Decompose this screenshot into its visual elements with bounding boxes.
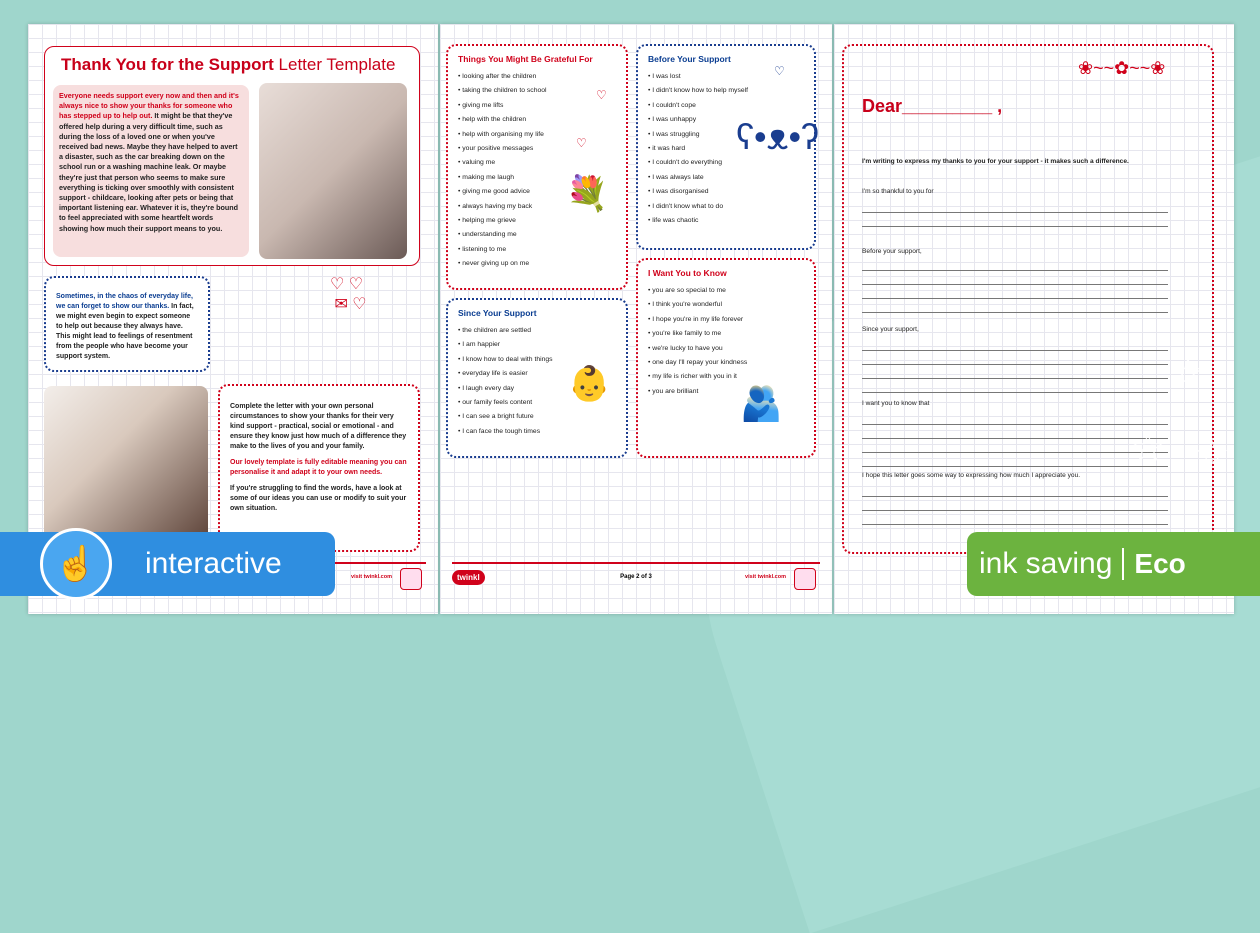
dear-heading: Dear_________ , bbox=[862, 96, 1003, 116]
prompt-before: Before your support, bbox=[862, 248, 922, 255]
want-box bbox=[636, 258, 816, 458]
title-card bbox=[44, 46, 420, 266]
flowers-icon: ❀~~✿~~❀ bbox=[1078, 58, 1166, 78]
page-footer bbox=[452, 562, 820, 592]
page-title: Thank You for the Support Letter Template bbox=[61, 55, 396, 74]
prompt-thankful: I'm so thankful to you for bbox=[862, 188, 934, 195]
heart-icon: ♡ bbox=[596, 88, 607, 102]
list-item: • I didn't know what to do bbox=[648, 200, 804, 214]
want-title: I Want You to Know bbox=[648, 268, 727, 278]
list-item: • one day I'll repay your kindness bbox=[648, 356, 804, 370]
blue-note-box: Sometimes, in the chaos of everyday life, we can forget to show our thanks. In fact, we might even begin to expect someone to help out because they always have. This might lead to feelings of resentment from the people who have become your support system. bbox=[44, 276, 210, 372]
list-item: • never giving up on me bbox=[458, 257, 616, 271]
list-item: • your positive messages bbox=[458, 142, 616, 156]
photo-hugging bbox=[44, 386, 208, 546]
list-item: • I was unhappy bbox=[648, 113, 804, 127]
hugging-kids-icon: 🫂 bbox=[740, 385, 783, 423]
list-item: • you are so special to me bbox=[648, 284, 804, 298]
before-title: Before Your Support bbox=[648, 54, 731, 64]
list-item: • I can see a bright future bbox=[458, 410, 616, 424]
list-item: • life was chaotic bbox=[648, 214, 804, 228]
list-item: • our family feels content bbox=[458, 396, 616, 410]
heart-icon: ♡ bbox=[576, 136, 587, 150]
list-item: • looking after the children bbox=[458, 70, 616, 84]
grateful-box bbox=[446, 44, 628, 290]
heart-icon: ♡ bbox=[774, 64, 785, 78]
visit-link[interactable]: visit twinkl.com bbox=[745, 574, 786, 580]
list-item: • valuing me bbox=[458, 156, 616, 170]
list-item: • everyday life is easier bbox=[458, 367, 616, 381]
list-item: • taking the children to school bbox=[458, 84, 616, 98]
grateful-title: Things You Might Be Grateful For bbox=[458, 54, 593, 64]
list-item: • helping me grieve bbox=[458, 214, 616, 228]
envelope-hearts-icon: ♡ ♡ ✉ ♡ bbox=[330, 276, 367, 313]
list-item: • I think you're wonderful bbox=[648, 298, 804, 312]
list-item: • you're like family to me bbox=[648, 327, 804, 341]
interactive-badge: ☝ interactive bbox=[0, 532, 335, 596]
list-item: • my life is richer with you in it bbox=[648, 370, 804, 384]
star-icon: ☆ bbox=[1170, 351, 1206, 395]
list-item: • the children are settled bbox=[458, 324, 616, 338]
twinkl-stamp-icon bbox=[794, 568, 816, 590]
ink-saving-badge: ink saving Eco bbox=[967, 532, 1260, 596]
list-item: • giving me lifts bbox=[458, 99, 616, 113]
star-icon: ☆ bbox=[1130, 426, 1166, 470]
opening-line: I'm writing to express my thanks to you for your support - it makes such a difference. bbox=[862, 158, 1129, 165]
prompt-since: Since your support, bbox=[862, 326, 919, 333]
baby-icon: 👶 bbox=[568, 365, 611, 403]
list-item: • listening to me bbox=[458, 243, 616, 257]
list-item: • it was hard bbox=[648, 142, 804, 156]
instructions-box: Complete the letter with your own personal circumstances to show your thanks for their very kind support - practical, social or emotional - and ensure they know just how much of a difference they make to the lives of you and your family. Our lovely template is fully editable meaning you can personalise it and adapt it to your own needs. If you're struggling to find the words, have a look at some of our ideas you can use or modify to suit your own situation. bbox=[218, 384, 420, 552]
list-item: • I couldn't do everything bbox=[648, 156, 804, 170]
list-item: • help with the children bbox=[458, 113, 616, 127]
list-item: • understanding me bbox=[458, 228, 616, 242]
list-item: • I was struggling bbox=[648, 128, 804, 142]
list-item: • help with organising my life bbox=[458, 128, 616, 142]
visit-link[interactable]: visit twinkl.com bbox=[351, 574, 392, 580]
list-item: • I didn't know how to help myself bbox=[648, 84, 804, 98]
list-item: • making me laugh bbox=[458, 171, 616, 185]
list-item: • I can face the tough times bbox=[458, 425, 616, 439]
list-item: • I am happier bbox=[458, 338, 616, 352]
list-item: • always having my back bbox=[458, 200, 616, 214]
list-item: • you are brilliant bbox=[648, 385, 804, 399]
teddy-bear-icon: ʕ•ᴥ•ʔ bbox=[736, 116, 820, 157]
list-item: • I hope you're in my life forever bbox=[648, 313, 804, 327]
prompt-want: I want you to know that bbox=[862, 400, 930, 407]
twinkl-stamp-icon bbox=[400, 568, 422, 590]
page-2 bbox=[440, 24, 832, 614]
list-item: • I know how to deal with things bbox=[458, 353, 616, 367]
page-1 bbox=[28, 24, 438, 614]
page-number: Page 2 of 3 bbox=[620, 574, 652, 580]
list-item: • giving me good advice bbox=[458, 185, 616, 199]
twinkl-logo: twinkl bbox=[452, 570, 485, 585]
list-item: • I laugh every day bbox=[458, 382, 616, 396]
list-item: • we're lucky to have you bbox=[648, 342, 804, 356]
list-item: • I couldn't cope bbox=[648, 99, 804, 113]
prompt-hope: I hope this letter goes some way to expressing how much I appreciate you. bbox=[862, 472, 1081, 479]
since-title: Since Your Support bbox=[458, 308, 537, 318]
page-3 bbox=[834, 24, 1234, 614]
list-item: • I was disorganised bbox=[648, 185, 804, 199]
star-icon: ☆ bbox=[1194, 433, 1230, 477]
bouquet-icon: 💐 bbox=[566, 175, 609, 213]
list-item: • I was always late bbox=[648, 171, 804, 185]
photo-woman-writing bbox=[259, 83, 407, 259]
intro-text: Everyone needs support every now and then and it's always nice to show your thanks for someone who has stepped up to help out. It might be that they've offered help during a very difficult time, such as during the loss of a loved one or when you've received bad news. Maybe they have helped to avert a disaster, such as the car breaking down on the school run or a washing machine leak. Or maybe they're just that person who seems to make sure everything is ticking over smoothly with consistent support - childcare, looking after pets or being that important listening ear. Whatever it is, they're bound to feel appreciated with some heartfelt words showing how much their support means to you. bbox=[53, 85, 249, 257]
list-item: • I was lost bbox=[648, 70, 804, 84]
pointer-hand-icon: ☝ bbox=[40, 528, 112, 600]
eco-label: Eco bbox=[1122, 548, 1185, 580]
